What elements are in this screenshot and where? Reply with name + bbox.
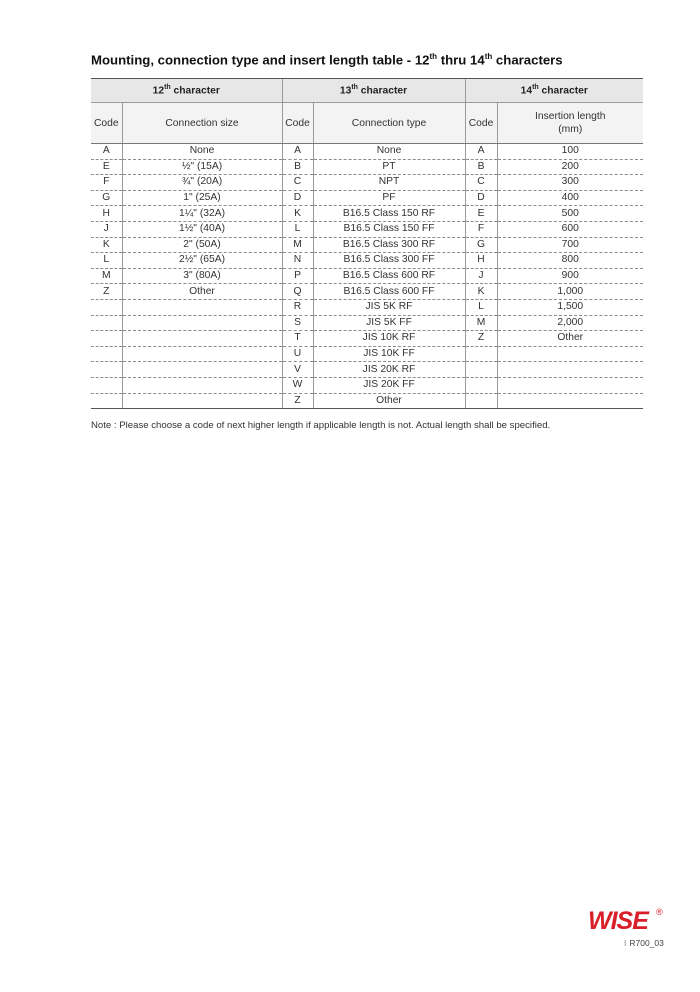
table-row: [91, 144, 643, 160]
cell-code-14: G: [465, 237, 497, 253]
registered-mark: ®: [656, 907, 663, 917]
page-title: [91, 52, 563, 67]
table-row: [91, 299, 643, 315]
title-sup-2: th: [484, 52, 493, 61]
cell-insertion-length: Other: [497, 331, 643, 347]
cell-insertion-length: [497, 393, 643, 409]
table-row: [91, 190, 643, 206]
cell-insertion-length: [497, 346, 643, 362]
table-row: [91, 159, 643, 175]
cell-connection-type: B16.5 Class 300 RF: [313, 237, 465, 253]
cell-insertion-length: 300: [497, 175, 643, 191]
table-row: [91, 175, 643, 191]
cell-code-13: D: [282, 190, 313, 206]
cell-connection-size: 1" (25A): [122, 190, 282, 206]
wise-logo: [588, 904, 668, 934]
cell-code-14: B: [465, 159, 497, 175]
cell-code-14: K: [465, 284, 497, 300]
cell-code-12: A: [91, 144, 122, 160]
table-row: [91, 206, 643, 222]
cell-code-13: R: [282, 299, 313, 315]
cell-code-12: H: [91, 206, 122, 222]
table-row: [91, 315, 643, 331]
table-row: [91, 377, 643, 393]
column-header-connection-type: Connection type: [313, 103, 465, 144]
cell-connection-size: 1½" (40A): [122, 221, 282, 237]
cell-connection-type: PF: [313, 190, 465, 206]
cell-code-13: N: [282, 253, 313, 269]
cell-code-12: [91, 393, 122, 409]
cell-code-14: L: [465, 299, 497, 315]
cell-connection-type: JIS 20K FF: [313, 377, 465, 393]
group-header-12th: 12th character: [91, 79, 282, 103]
cell-code-14: [465, 362, 497, 378]
cell-insertion-length: 900: [497, 268, 643, 284]
cell-code-14: E: [465, 206, 497, 222]
group-header-row: [91, 79, 643, 103]
table-row: [91, 268, 643, 284]
cell-connection-type: B16.5 Class 600 FF: [313, 284, 465, 300]
cell-code-12: [91, 346, 122, 362]
cell-code-12: E: [91, 159, 122, 175]
cell-code-12: J: [91, 221, 122, 237]
cell-code-13: V: [282, 362, 313, 378]
cell-connection-size: [122, 346, 282, 362]
cell-code-12: [91, 299, 122, 315]
column-header-code-12: Code: [91, 103, 122, 144]
table-body: [91, 144, 643, 409]
cell-insertion-length: 1,500: [497, 299, 643, 315]
cell-insertion-length: [497, 362, 643, 378]
cell-code-12: M: [91, 268, 122, 284]
group-header-14th: 14th character: [465, 79, 643, 103]
cell-code-13: B: [282, 159, 313, 175]
cell-code-13: Q: [282, 284, 313, 300]
cell-connection-size: [122, 393, 282, 409]
cell-connection-size: 2" (50A): [122, 237, 282, 253]
footnote: Note : Please choose a code of next higher length if applicable length is not. Actual length shall be specified.: [91, 420, 551, 431]
cell-connection-type: B16.5 Class 150 RF: [313, 206, 465, 222]
cell-connection-type: JIS 5K RF: [313, 299, 465, 315]
cell-code-14: [465, 377, 497, 393]
column-header-code-14: Code: [465, 103, 497, 144]
table-row: [91, 331, 643, 347]
cell-code-14: A: [465, 144, 497, 160]
title-suffix: characters: [492, 52, 563, 68]
cell-insertion-length: 2,000: [497, 315, 643, 331]
logo-wordmark: WISE: [588, 907, 648, 934]
column-header-insertion-length: Insertion length (mm): [497, 103, 643, 144]
cell-code-14: H: [465, 253, 497, 269]
cell-code-13: A: [282, 144, 313, 160]
cell-connection-size: None: [122, 144, 282, 160]
title-sup-1: th: [429, 52, 438, 61]
cell-code-14: [465, 346, 497, 362]
cell-code-12: [91, 331, 122, 347]
cell-code-12: Z: [91, 284, 122, 300]
table-row: [91, 393, 643, 409]
cell-connection-size: [122, 377, 282, 393]
cell-code-13: U: [282, 346, 313, 362]
table-row: [91, 221, 643, 237]
cell-connection-size: 1¼" (32A): [122, 206, 282, 222]
cell-code-13: C: [282, 175, 313, 191]
cell-code-12: [91, 362, 122, 378]
column-header-row: [91, 103, 643, 144]
cell-connection-type: JIS 10K FF: [313, 346, 465, 362]
cell-code-14: F: [465, 221, 497, 237]
cell-code-14: Z: [465, 331, 497, 347]
cell-connection-size: ½" (15A): [122, 159, 282, 175]
cell-code-14: [465, 393, 497, 409]
cell-connection-type: B16.5 Class 600 RF: [313, 268, 465, 284]
cell-code-13: M: [282, 237, 313, 253]
cell-connection-size: Other: [122, 284, 282, 300]
cell-code-13: L: [282, 221, 313, 237]
cell-code-13: Z: [282, 393, 313, 409]
cell-connection-size: [122, 362, 282, 378]
cell-insertion-length: 700: [497, 237, 643, 253]
cell-connection-type: B16.5 Class 300 FF: [313, 253, 465, 269]
cell-code-12: K: [91, 237, 122, 253]
page-code: I R700_03: [624, 938, 664, 948]
cell-connection-size: 2½" (65A): [122, 253, 282, 269]
table-row: [91, 284, 643, 300]
cell-connection-size: 3" (80A): [122, 268, 282, 284]
cell-connection-type: NPT: [313, 175, 465, 191]
cell-connection-size: [122, 331, 282, 347]
cell-code-12: G: [91, 190, 122, 206]
cell-connection-type: JIS 5K FF: [313, 315, 465, 331]
title-mid: thru 14: [437, 52, 485, 68]
cell-connection-size: ¾" (20A): [122, 175, 282, 191]
table-row: [91, 346, 643, 362]
cell-connection-type: JIS 10K RF: [313, 331, 465, 347]
column-header-connection-size: Connection size: [122, 103, 282, 144]
cell-insertion-length: 1,000: [497, 284, 643, 300]
group-header-13th: 13th character: [282, 79, 465, 103]
cell-insertion-length: 200: [497, 159, 643, 175]
cell-code-13: K: [282, 206, 313, 222]
cell-code-12: F: [91, 175, 122, 191]
cell-connection-type: PT: [313, 159, 465, 175]
cell-code-13: S: [282, 315, 313, 331]
cell-connection-type: JIS 20K RF: [313, 362, 465, 378]
cell-connection-type: Other: [313, 393, 465, 409]
cell-insertion-length: 400: [497, 190, 643, 206]
table-row: [91, 237, 643, 253]
spec-table: [91, 78, 643, 409]
cell-insertion-length: 500: [497, 206, 643, 222]
cell-code-12: [91, 315, 122, 331]
cell-connection-size: [122, 299, 282, 315]
title-prefix: Mounting, connection type and insert length table - 12: [91, 52, 430, 68]
cell-connection-size: [122, 315, 282, 331]
cell-code-13: W: [282, 377, 313, 393]
cell-insertion-length: 800: [497, 253, 643, 269]
cell-connection-type: None: [313, 144, 465, 160]
cell-code-14: C: [465, 175, 497, 191]
cell-code-14: D: [465, 190, 497, 206]
cell-insertion-length: 600: [497, 221, 643, 237]
cell-code-13: T: [282, 331, 313, 347]
cell-code-14: J: [465, 268, 497, 284]
cell-code-13: P: [282, 268, 313, 284]
table-row: [91, 362, 643, 378]
cell-code-12: L: [91, 253, 122, 269]
cell-connection-type: B16.5 Class 150 FF: [313, 221, 465, 237]
cell-insertion-length: 100: [497, 144, 643, 160]
cell-code-12: [91, 377, 122, 393]
table-row: [91, 253, 643, 269]
column-header-code-13: Code: [282, 103, 313, 144]
cell-code-14: M: [465, 315, 497, 331]
cell-insertion-length: [497, 377, 643, 393]
